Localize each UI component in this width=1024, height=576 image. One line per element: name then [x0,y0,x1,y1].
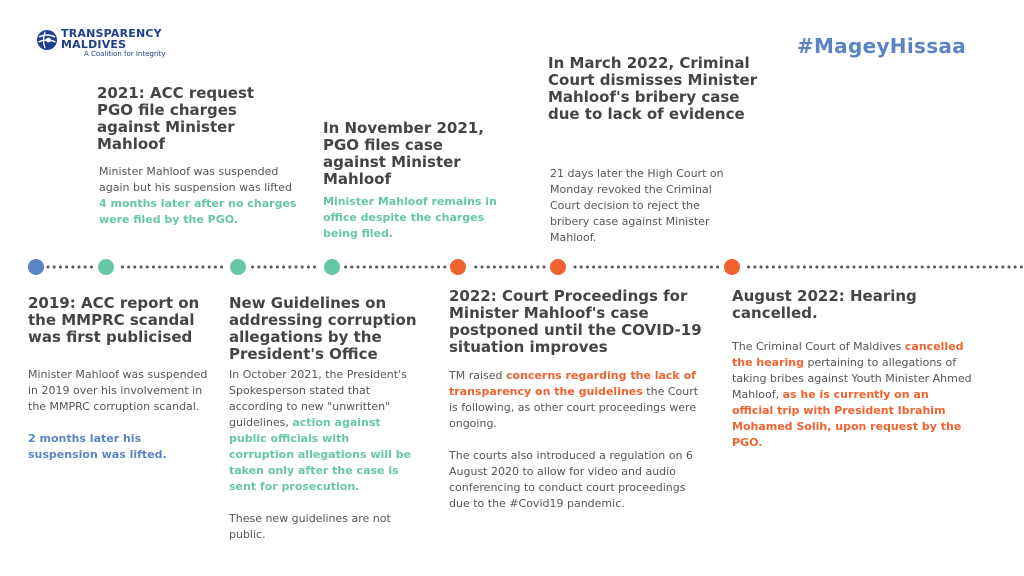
logo-tagline: A Coalition for Integrity [84,50,166,58]
timeline-dot [902,266,905,269]
timeline-dot [264,266,267,269]
timeline-dot [301,266,304,269]
timeline-dot [915,266,918,269]
timeline-dot [977,266,980,269]
timeline-dot [183,266,186,269]
timeline-dot [499,266,502,269]
logo-line-2: MALDIVES [61,38,127,51]
timeline-dot [605,266,608,269]
timeline-dot [84,266,87,269]
timeline-dot [933,266,936,269]
event-title-aug-2022: August 2022: Hearing cancelled. [732,287,917,322]
timeline-dot [636,266,639,269]
timeline-dot [1008,266,1011,269]
timeline-dot [78,266,81,269]
event-highlight: cancelled the hearing [732,340,964,369]
timeline-dot [815,266,818,269]
timeline-dot [133,266,136,269]
timeline-dot [220,266,223,269]
timeline-dot [592,266,595,269]
event-text: TM raised [449,369,507,382]
timeline-dot [822,266,825,269]
timeline-dot [270,266,273,269]
event-highlight: 2 months later his suspension was lifted. [28,432,167,461]
timeline-dot [524,266,527,269]
timeline-dot [778,266,781,269]
timeline-dot [896,266,899,269]
timeline-dot [834,266,837,269]
transparency-maldives-logo [36,28,206,64]
event-highlight-2: as he is currently on an official trip with President Ibrahim Mohamed Solih, upon request by the PGO. [732,388,962,449]
timeline-dot [171,266,174,269]
timeline-dot [970,266,973,269]
timeline-dot [140,266,143,269]
event-body-2022-court [449,368,709,512]
timeline-dot [146,266,149,269]
timeline-dot [760,266,763,269]
timeline-dot [989,266,992,269]
timeline [0,256,1024,278]
timeline-dot [487,266,490,269]
timeline-dot [983,266,986,269]
timeline-dot [344,266,347,269]
timeline-dot [704,266,707,269]
timeline-dot [877,266,880,269]
timeline-dot [859,266,862,269]
timeline-dot [685,266,688,269]
timeline-dot [660,266,663,269]
timeline-dot [214,266,217,269]
timeline-dot [313,266,316,269]
timeline-dot [1014,266,1017,269]
timeline-dot [716,266,719,269]
timeline-dot [394,266,397,269]
event-title-2021-acc: 2021: ACC request PGO file charges against Minister Mahloof [97,84,255,153]
hashtag: #MageyHissaa [796,34,966,58]
timeline-dot [152,266,155,269]
timeline-dot [952,266,955,269]
timeline-dot [654,266,657,269]
timeline-dot [840,266,843,269]
timeline-dot [784,266,787,269]
timeline-dot [59,266,62,269]
timeline-dot [481,266,484,269]
event-highlight: concerns regarding the lack of transparency on the guidelines [449,369,696,398]
timeline-node [28,259,44,275]
timeline-dot [71,266,74,269]
timeline-dot [753,266,756,269]
timeline-dot [431,266,434,269]
timeline-dot [964,266,967,269]
timeline-dot [1001,266,1004,269]
timeline-dot [908,266,911,269]
timeline-node [230,259,246,275]
timeline-dot [189,266,192,269]
event-title-2019: 2019: ACC report on the MMPRC scandal was first publicised [28,294,200,346]
event-text-after: The courts also introduced a regulation on 6 August 2020 to allow for video and audio conferencing to conduct court proceedings due to the #Covid19 pandemic. [449,449,693,510]
event-text: 21 days later the High Court on Monday revoked the Criminal Court decision to reject the bribery case against Minister Mahloof. [550,167,724,244]
timeline-dot [164,266,167,269]
timeline-dot [803,266,806,269]
timeline-dot [946,266,949,269]
timeline-dot [921,266,924,269]
event-body-nov-2021 [323,194,503,242]
event-text: The Criminal Court of Maldives [732,340,905,353]
timeline-dot [65,266,68,269]
timeline-dot [127,266,130,269]
timeline-node [550,259,566,275]
timeline-dot [307,266,310,269]
timeline-dot [828,266,831,269]
timeline-dot [195,266,198,269]
timeline-dot [673,266,676,269]
timeline-dot [629,266,632,269]
timeline-dot [543,266,546,269]
timeline-dot [648,266,651,269]
event-body-guidelines [229,367,414,543]
event-text-mid: pertaining to allegations of taking bribes against Youth Minister Ahmed Mahloof, [732,356,972,401]
timeline-dot [530,266,533,269]
timeline-dot [679,266,682,269]
timeline-dot [667,266,670,269]
timeline-dot [493,266,496,269]
timeline-dot [276,266,279,269]
timeline-dot [357,266,360,269]
event-text: Minister Mahloof was suspended in 2019 over his involvement in the MMPRC corruption scandal. [28,368,208,413]
event-highlight: Minister Mahloof remains in office despite the charges being filed. [323,195,497,240]
timeline-dot [518,266,521,269]
timeline-dot [121,266,124,269]
timeline-node [724,259,740,275]
timeline-dot [381,266,384,269]
timeline-dot [598,266,601,269]
event-title-guidelines: New Guidelines on addressing corruption allegations by the President's Office [229,294,417,363]
timeline-dot [797,266,800,269]
timeline-dot [747,266,750,269]
timeline-dot [202,266,205,269]
timeline-dot [505,266,508,269]
timeline-dot [419,266,422,269]
timeline-dot [536,266,539,269]
timeline-dot [846,266,849,269]
timeline-dot [90,266,93,269]
timeline-dot [617,266,620,269]
timeline-node [450,259,466,275]
timeline-dot [698,266,701,269]
timeline-dot [927,266,930,269]
event-text-mid: the Court is following, as other court proceedings were ongoing. [449,385,699,430]
timeline-dot [642,266,645,269]
timeline-dot [208,266,211,269]
timeline-dot [251,266,254,269]
timeline-dot [388,266,391,269]
timeline-dot [158,266,161,269]
timeline-dot [47,266,50,269]
timeline-dot [363,266,366,269]
timeline-dot [691,266,694,269]
timeline-dot [350,266,353,269]
timeline-line [0,256,1024,278]
event-body-2019 [28,367,213,463]
timeline-dot [574,266,577,269]
timeline-dot [995,266,998,269]
timeline-dot [437,266,440,269]
timeline-dot [586,266,589,269]
timeline-node [98,259,114,275]
timeline-dot [871,266,874,269]
timeline-dot [443,266,446,269]
logo-line-1: TRANSPARENCY [61,27,162,40]
timeline-dot [295,266,298,269]
event-title-2022-court: 2022: Court Proceedings for Minister Mahloof's case postponed until the COVID-19 situation improves [449,287,702,356]
timeline-dot [425,266,428,269]
timeline-dot [939,266,942,269]
timeline-dot [884,266,887,269]
timeline-dot [853,266,856,269]
timeline-dot [611,266,614,269]
event-highlight: 4 months later after no charges were filed by the PGO. [99,197,297,226]
timeline-dot [177,266,180,269]
timeline-dot [791,266,794,269]
logo-wordmark [61,28,162,50]
timeline-dot [772,266,775,269]
event-body-2021-acc [99,164,299,228]
timeline-dot [474,266,477,269]
timeline-dot [865,266,868,269]
timeline-dot [766,266,769,269]
globe-icon [36,29,58,51]
timeline-node [324,259,340,275]
timeline-dot [958,266,961,269]
event-body-mar-2022 [550,166,730,246]
timeline-dot [1020,266,1023,269]
event-highlight: action against public officials with corruption allegations will be taken only after the case is sent for prosecution. [229,416,412,493]
event-text: In October 2021, the President's Spokesperson stated that according to new "unwritten" guidelines, [229,368,407,429]
event-title-mar-2022: In March 2022, Criminal Court dismisses Minister Mahloof's bribery case due to lack of evidence [548,54,758,123]
timeline-dot [890,266,893,269]
timeline-dot [53,266,56,269]
timeline-dot [412,266,415,269]
timeline-dot [623,266,626,269]
timeline-dot [288,266,291,269]
timeline-dot [406,266,409,269]
event-text-after: These new guidelines are not public. [229,512,391,541]
timeline-dot [580,266,583,269]
timeline-dot [809,266,812,269]
timeline-dot [400,266,403,269]
timeline-dot [512,266,515,269]
timeline-dot [369,266,372,269]
event-text: Minister Mahloof was suspended again but his suspension was lifted [99,165,292,194]
timeline-dot [257,266,260,269]
timeline-dot [282,266,285,269]
event-title-nov-2021: In November 2021, PGO files case against Minister Mahloof [323,119,484,188]
timeline-dot [710,266,713,269]
event-body-aug-2022 [732,339,972,451]
timeline-dot [375,266,378,269]
